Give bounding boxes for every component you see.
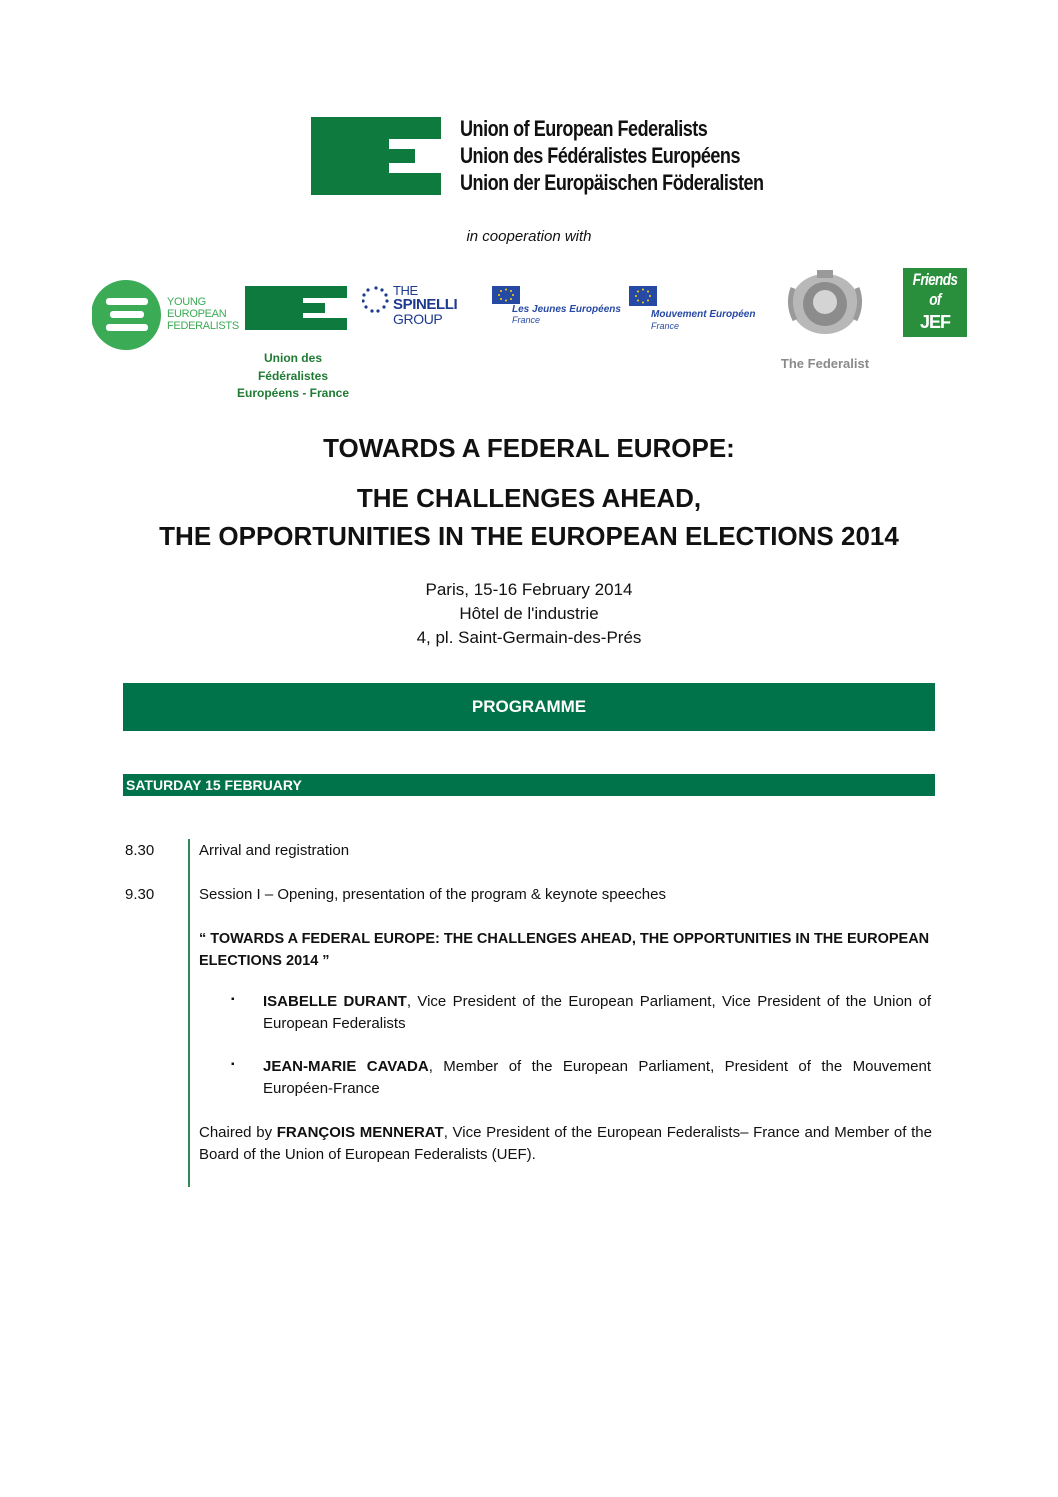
org-name-de: Union der Europäischen Föderalisten [460, 170, 764, 195]
chair-note: Chaired by FRANÇOIS MENNERAT, Vice President of the European Federalists– France and Member of the Board of the Union of European Federalists (UEF). [199, 1124, 932, 1163]
org-name-fr: Union des Fédéralistes Européens [460, 143, 741, 168]
jef-wordmark: YOUNG EUROPEAN FEDERALISTS [167, 296, 239, 332]
event-address: 4, pl. Saint-Germain-des-Prés [416, 628, 642, 647]
speaker-entry [263, 1056, 931, 1100]
session-title: “ TOWARDS A FEDERAL EUROPE: THE CHALLENGES AHEAD, THE OPPORTUNITIES IN THE EUROPEAN ELECTIONS 2014 ” [199, 931, 930, 969]
schedule-time: 8.30 [125, 842, 155, 859]
chair-role: , Vice President of the European Federalists– France and Member of the Board of the Union of European Federalists (UEF). [199, 1124, 932, 1163]
title-line-1: TOWARDS A FEDERAL EUROPE: [323, 433, 735, 463]
jeunes-europeens-country: France [512, 315, 541, 325]
schedule-item: Session I – Opening, presentation of the program & keynote speeches [199, 886, 666, 903]
uef-france-logo [245, 286, 347, 330]
federalist-caption: The Federalist [780, 356, 870, 371]
bullet-icon: ▪ [231, 994, 235, 1005]
speaker-role: , Vice President of the European Parliament, Vice President of the Union of European Federalists [263, 993, 931, 1032]
org-name-en: Union of European Federalists [460, 116, 708, 141]
cooperation-note: in cooperation with [466, 228, 592, 245]
spinelli-wordmark: THE SPINELLI GROUP [393, 283, 458, 327]
speaker-name: JEAN-MARIE CAVADA [263, 1058, 429, 1075]
mouvement-europeen-country: France [651, 321, 680, 331]
event-date: Paris, 15-16 February 2014 [425, 580, 633, 599]
uef-france-caption: Union des Fédéralistes Européens - France [236, 351, 350, 400]
programme-banner: PROGRAMME [123, 683, 935, 731]
mouvement-europeen-logo [627, 285, 769, 327]
speaker-name: ISABELLE DURANT [263, 993, 407, 1010]
timeline-divider [188, 839, 190, 1187]
uef-org-names [460, 115, 764, 196]
chair-name: FRANÇOIS MENNERAT [276, 1124, 444, 1141]
jeunes-europeens-wordmark: Les Jeunes Européens [512, 304, 621, 315]
uef-logo [311, 117, 441, 195]
speaker-entry [263, 991, 931, 1035]
mouvement-europeen-wordmark: Mouvement Européen [651, 309, 756, 320]
friends-of-label: Friends of [912, 270, 958, 309]
federalist-crest-icon [783, 268, 867, 338]
schedule-time: 9.30 [125, 886, 155, 903]
jef-label: JEF [919, 312, 950, 332]
speaker-role: , Member of the European Parliament, President of the Mouvement Européen-France [263, 1058, 931, 1097]
day-header: SATURDAY 15 FEBRUARY [123, 774, 935, 796]
event-venue: Hôtel de l'industrie [459, 604, 599, 623]
title-line-3: THE OPPORTUNITIES IN THE EUROPEAN ELECTIONS 2014 [159, 521, 899, 551]
title-line-2: THE CHALLENGES AHEAD, [356, 483, 702, 513]
schedule-item: Arrival and registration [199, 842, 350, 859]
bullet-icon: ▪ [231, 1059, 235, 1070]
